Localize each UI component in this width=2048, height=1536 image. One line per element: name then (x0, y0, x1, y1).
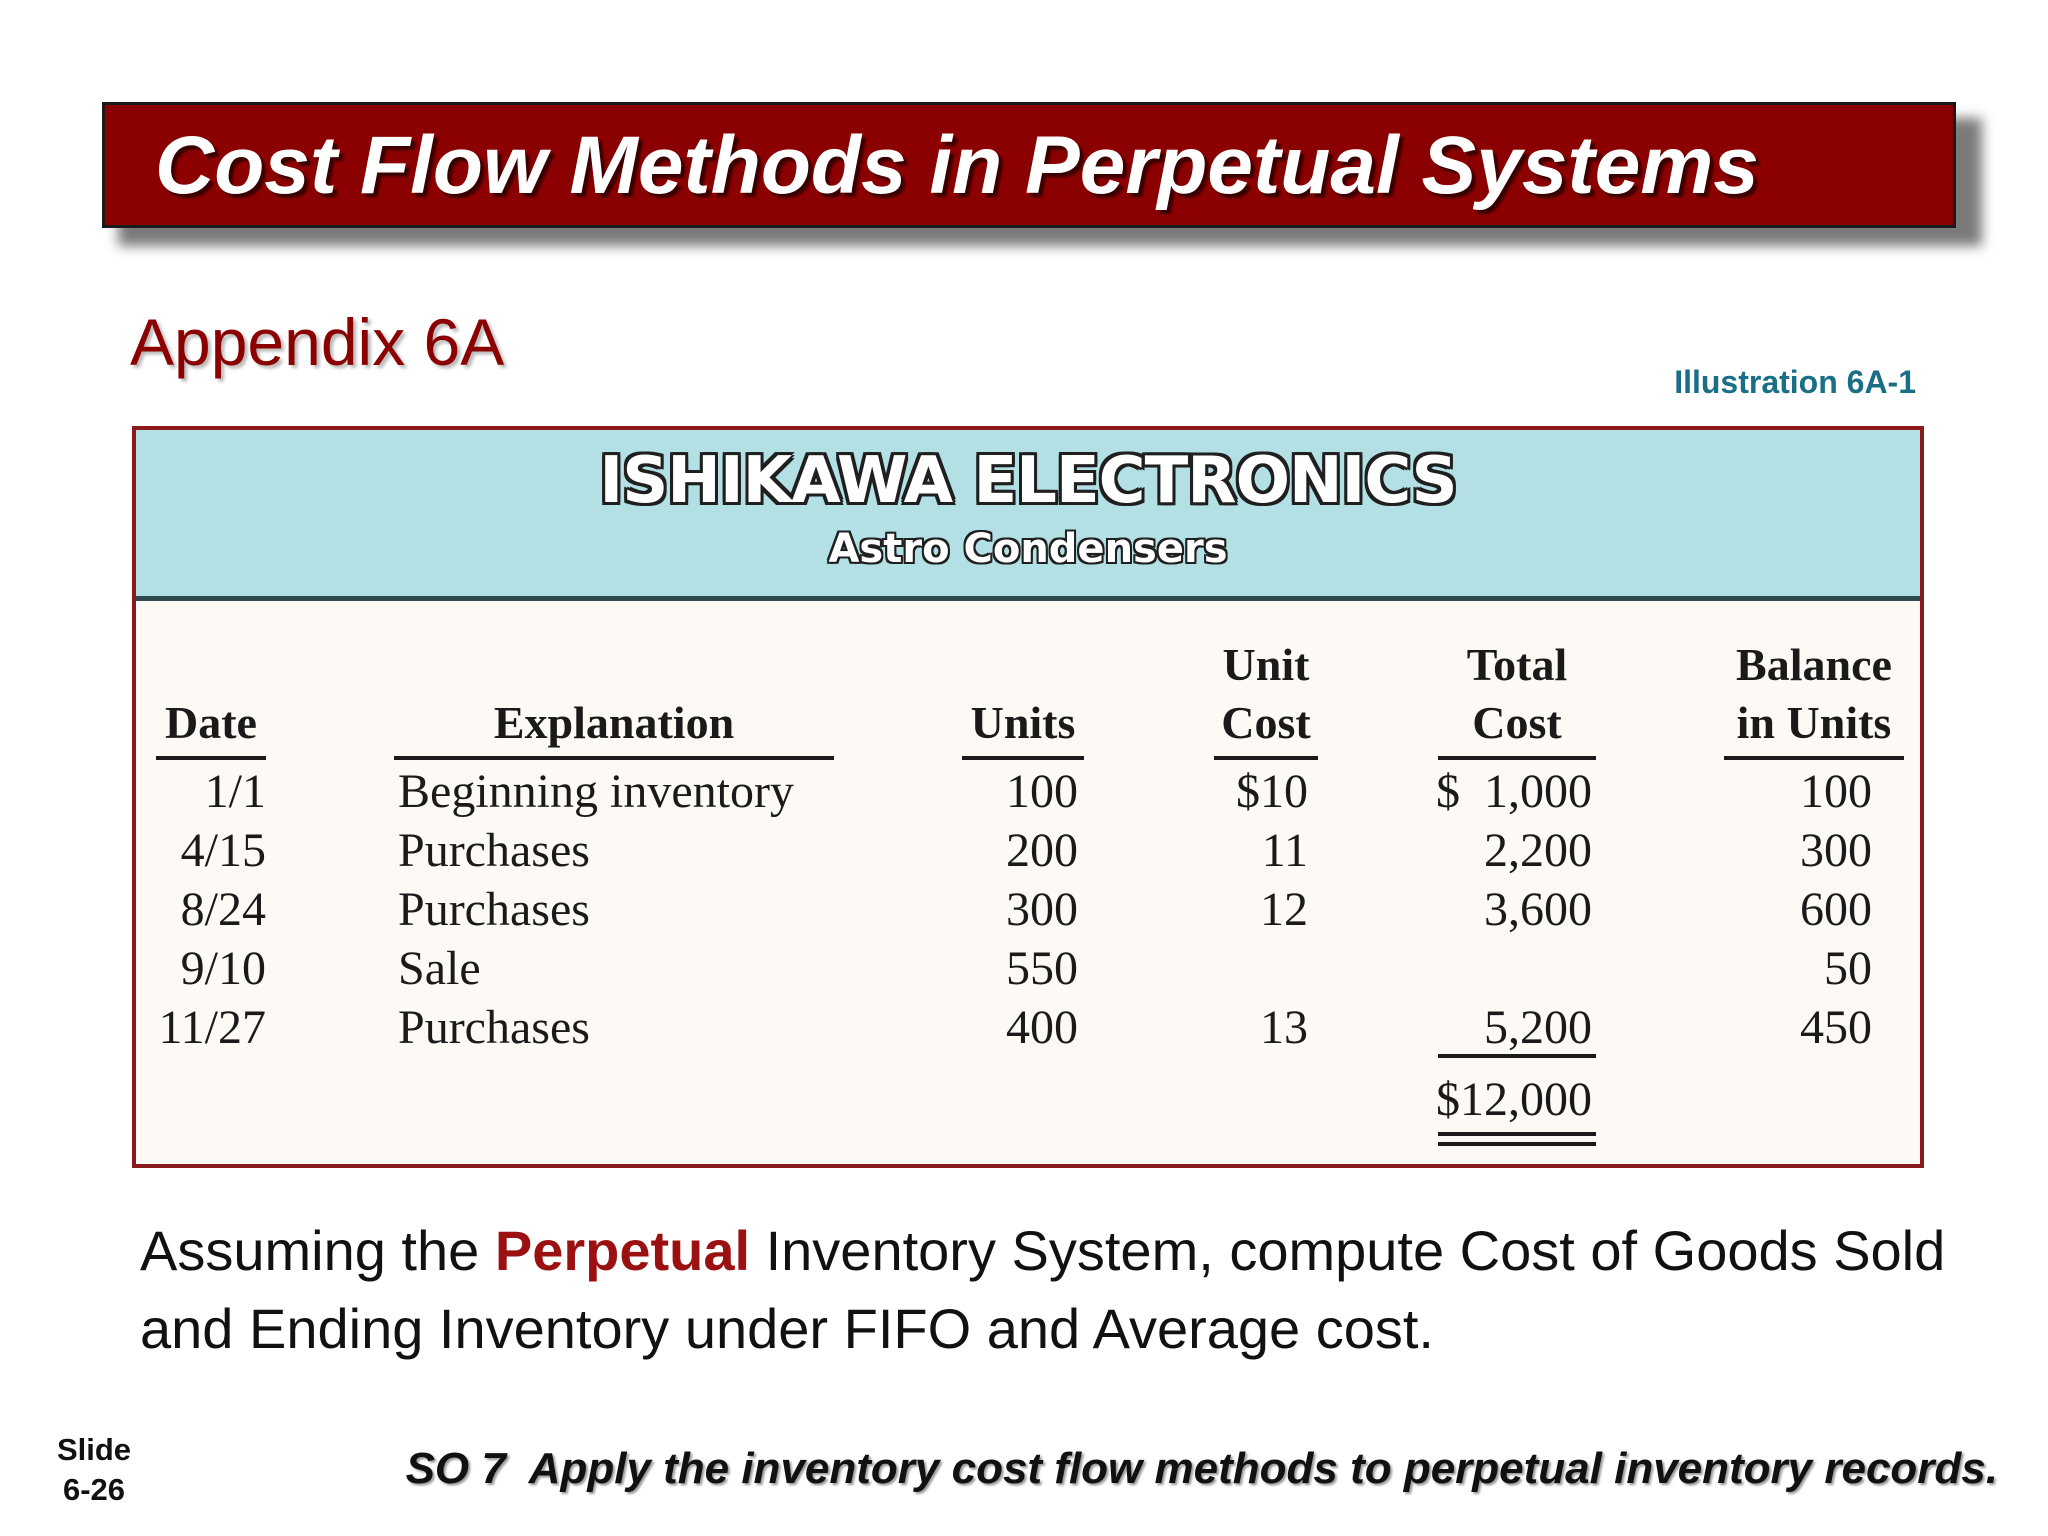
header-units-rule (962, 756, 1084, 760)
cell-unit-cost: 12 (1260, 883, 1308, 936)
cell-date: 11/27 (158, 1001, 266, 1054)
cell-explanation: Purchases (398, 824, 590, 877)
header-balance-line1: Balance (1736, 639, 1892, 690)
inventory-table-panel (132, 426, 1924, 1168)
header-unit-cost-line2: Cost (1221, 697, 1311, 748)
grand-total-double-rule-top (1438, 1132, 1596, 1136)
cell-explanation: Purchases (398, 1001, 590, 1054)
cell-balance: 100 (1800, 765, 1872, 818)
header-explanation-rule (394, 756, 834, 760)
subtotal-rule (1438, 1054, 1596, 1058)
header-explanation (394, 694, 834, 760)
header-balance-line2: in Units (1736, 697, 1892, 748)
header-units-text: Units (970, 697, 1076, 748)
header-total-cost (1438, 636, 1596, 760)
slide-subtitle: Appendix 6A (130, 305, 505, 379)
cell-total-cost: 3,600 (1484, 883, 1592, 936)
cell-unit-cost: 11 (1261, 824, 1308, 877)
cell-explanation: Sale (398, 942, 481, 995)
cell-date: 1/1 (204, 765, 266, 818)
question-highlight: Perpetual (494, 1219, 751, 1282)
cell-units: 200 (1006, 824, 1078, 877)
cell-balance: 600 (1800, 883, 1872, 936)
slide-title: Cost Flow Methods in Perpetual Systems (155, 120, 1759, 211)
grand-total: $12,000 (1436, 1073, 1592, 1126)
table-header-band (136, 430, 1920, 601)
product-name: Astro Condensers (828, 526, 1228, 572)
cell-units: 100 (1006, 765, 1078, 818)
title-bar (102, 102, 1956, 228)
question-part2: Inventory System, compute Cost of Goods Sold and Ending Inventory under FIFO and Average cost. (140, 1219, 1946, 1360)
company-name: ISHIKAWA ELECTRONICS (599, 444, 1457, 518)
cell-total-cost: $ 1,000 (1436, 765, 1592, 818)
header-date-rule (156, 756, 266, 760)
cell-units: 400 (1006, 1001, 1078, 1054)
header-unit-cost (1214, 636, 1318, 760)
header-unit-cost-rule (1214, 756, 1318, 760)
question-part1: Assuming the (140, 1219, 495, 1282)
cell-total-cost: 5,200 (1484, 1001, 1592, 1054)
illustration-label: Illustration 6A-1 (1674, 364, 1916, 400)
cell-balance: 300 (1800, 824, 1872, 877)
header-explanation-text: Explanation (493, 697, 735, 748)
header-date-text: Date (165, 697, 257, 748)
header-balance-rule (1724, 756, 1904, 760)
cell-unit-cost: 13 (1260, 1001, 1308, 1054)
cell-balance: 50 (1824, 942, 1872, 995)
cell-explanation: Purchases (398, 883, 590, 936)
header-date (156, 694, 266, 760)
slide-number-block (46, 1430, 142, 1510)
cell-explanation: Beginning inventory (398, 765, 794, 818)
header-total-cost-line1: Total (1466, 639, 1568, 690)
header-total-cost-line2: Cost (1472, 697, 1562, 748)
cell-total-cost: 2,200 (1484, 824, 1592, 877)
grand-total-double-rule-bottom (1438, 1142, 1596, 1146)
question-text (140, 1212, 2010, 1368)
header-units (962, 694, 1084, 760)
cell-units: 550 (1006, 942, 1078, 995)
cell-unit-cost: $10 (1236, 765, 1308, 818)
header-unit-cost-line1: Unit (1222, 639, 1310, 690)
study-objective: SO 7 Apply the inventory cost flow methods to perpetual inventory records. (405, 1444, 1998, 1493)
cell-date: 9/10 (180, 942, 266, 995)
cell-date: 8/24 (180, 883, 266, 936)
header-balance (1724, 636, 1904, 760)
slide-label: Slide (56, 1432, 132, 1467)
cell-date: 4/15 (180, 824, 266, 877)
slide-number: 6-26 (62, 1472, 126, 1507)
cell-balance: 450 (1800, 1001, 1872, 1054)
header-total-cost-rule (1438, 756, 1596, 760)
cell-units: 300 (1006, 883, 1078, 936)
